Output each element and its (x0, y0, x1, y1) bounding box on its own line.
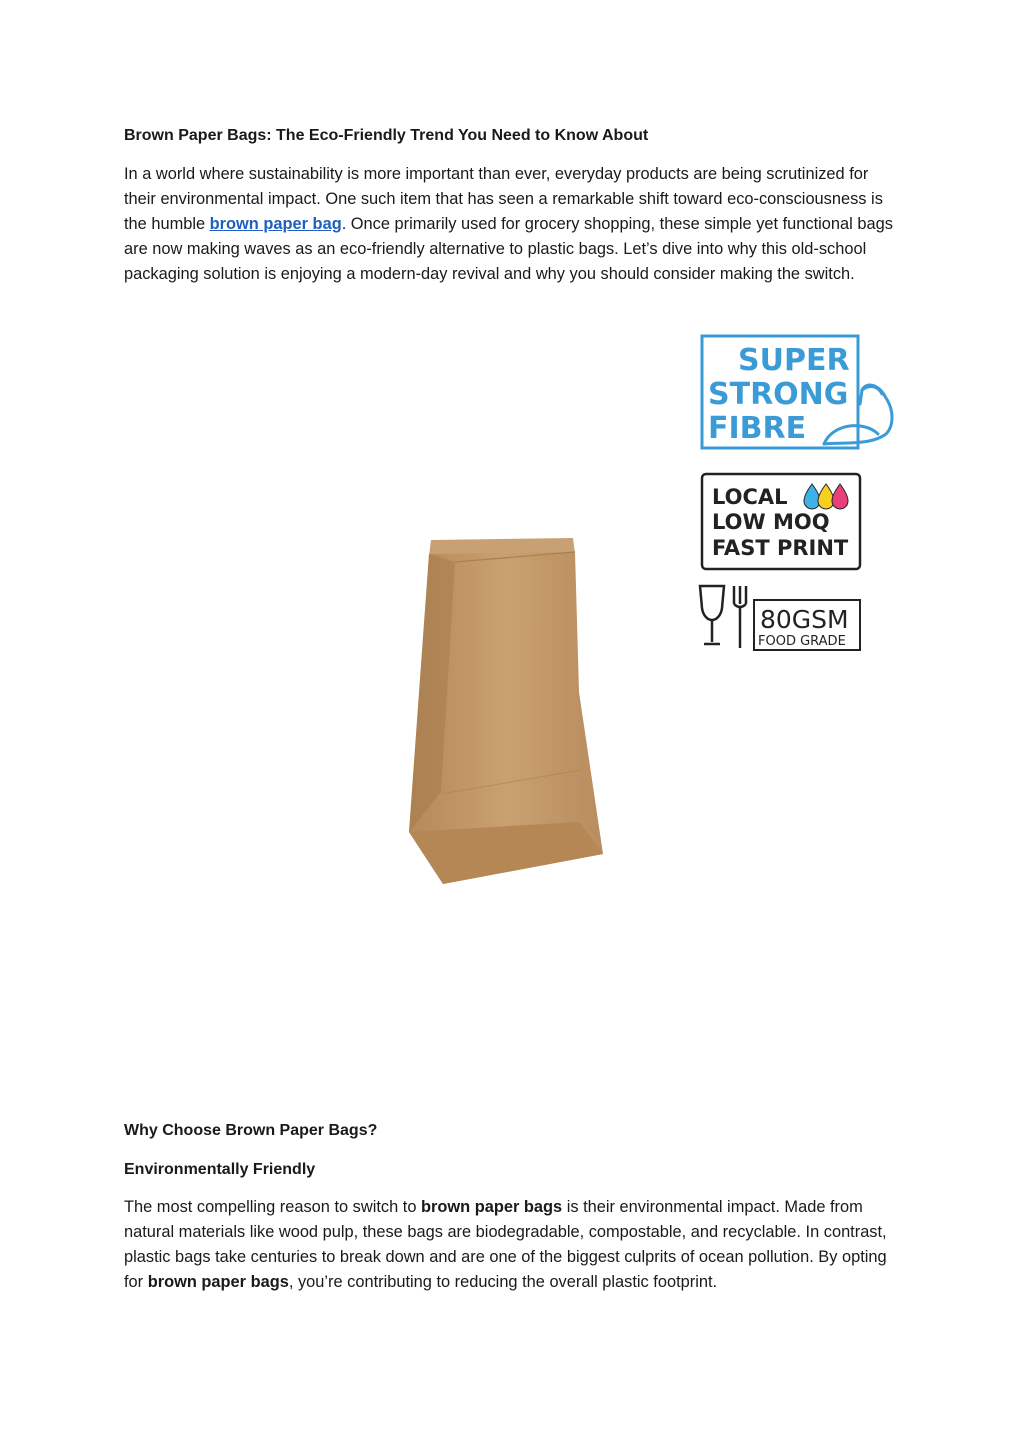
wine-glass-icon (700, 586, 724, 644)
bag-bottom-fold (409, 822, 603, 884)
brown-paper-bag-link[interactable]: brown paper bag (209, 215, 342, 233)
intro-paragraph (124, 162, 904, 287)
paper-bag-image (395, 532, 615, 902)
80gsm-food-grade-badge (696, 582, 864, 652)
local-line2: LOW MOQ (712, 510, 830, 534)
local-low-moq-badge (700, 472, 862, 571)
fibre-line3: FIBRE (708, 411, 807, 446)
local-line1: LOCAL (712, 485, 788, 509)
local-line3: FAST PRINT (712, 536, 849, 560)
ink-drops-icon (804, 484, 848, 509)
para-text-2: is their environmental impact. Made from natural materials like wood pulp, these bags are biodegradable, compostable, and recyclable. In contrast, plastic bags take centuries to break down and are one of the biggest culprits of ocean pollution. By opting for (124, 1198, 887, 1291)
para-text-3: , you’re contributing to reducing the overall plastic footprint. (288, 1273, 718, 1291)
environment-paragraph (124, 1195, 904, 1295)
para-bold-1: brown paper bags (420, 1198, 563, 1216)
super-strong-fibre-badge (700, 334, 895, 450)
fibre-line2: STRONG (708, 377, 849, 412)
section-heading: Why Choose Brown Paper Bags? (124, 1122, 378, 1139)
fork-icon (734, 586, 746, 648)
para-bold-2: brown paper bags (147, 1273, 289, 1291)
section-subheading: Environmentally Friendly (124, 1161, 316, 1178)
fibre-line1: SUPER (738, 343, 850, 378)
intro-text-end: . Once primarily used for grocery shopping, these simple yet functional bags are now making waves as an eco-friendly alternative to plastic bags. Let’s dive into why this old-school packaging solution is enjoying a modern-day revival and why you should consider making the switch. (124, 215, 893, 283)
gsm-label: FOOD GRADE (758, 634, 846, 649)
intro-text-start: In a world where sustainability is more important than ever, everyday products are being scrutinized for their environmental impact. One such item that has seen a remarkable shift toward eco-consciousness is the humble (124, 165, 883, 233)
article-title: Brown Paper Bags: The Eco-Friendly Trend You Need to Know About (124, 127, 649, 144)
gsm-weight: 80GSM (760, 605, 849, 634)
para-text-1: The most compelling reason to switch to (124, 1198, 421, 1216)
